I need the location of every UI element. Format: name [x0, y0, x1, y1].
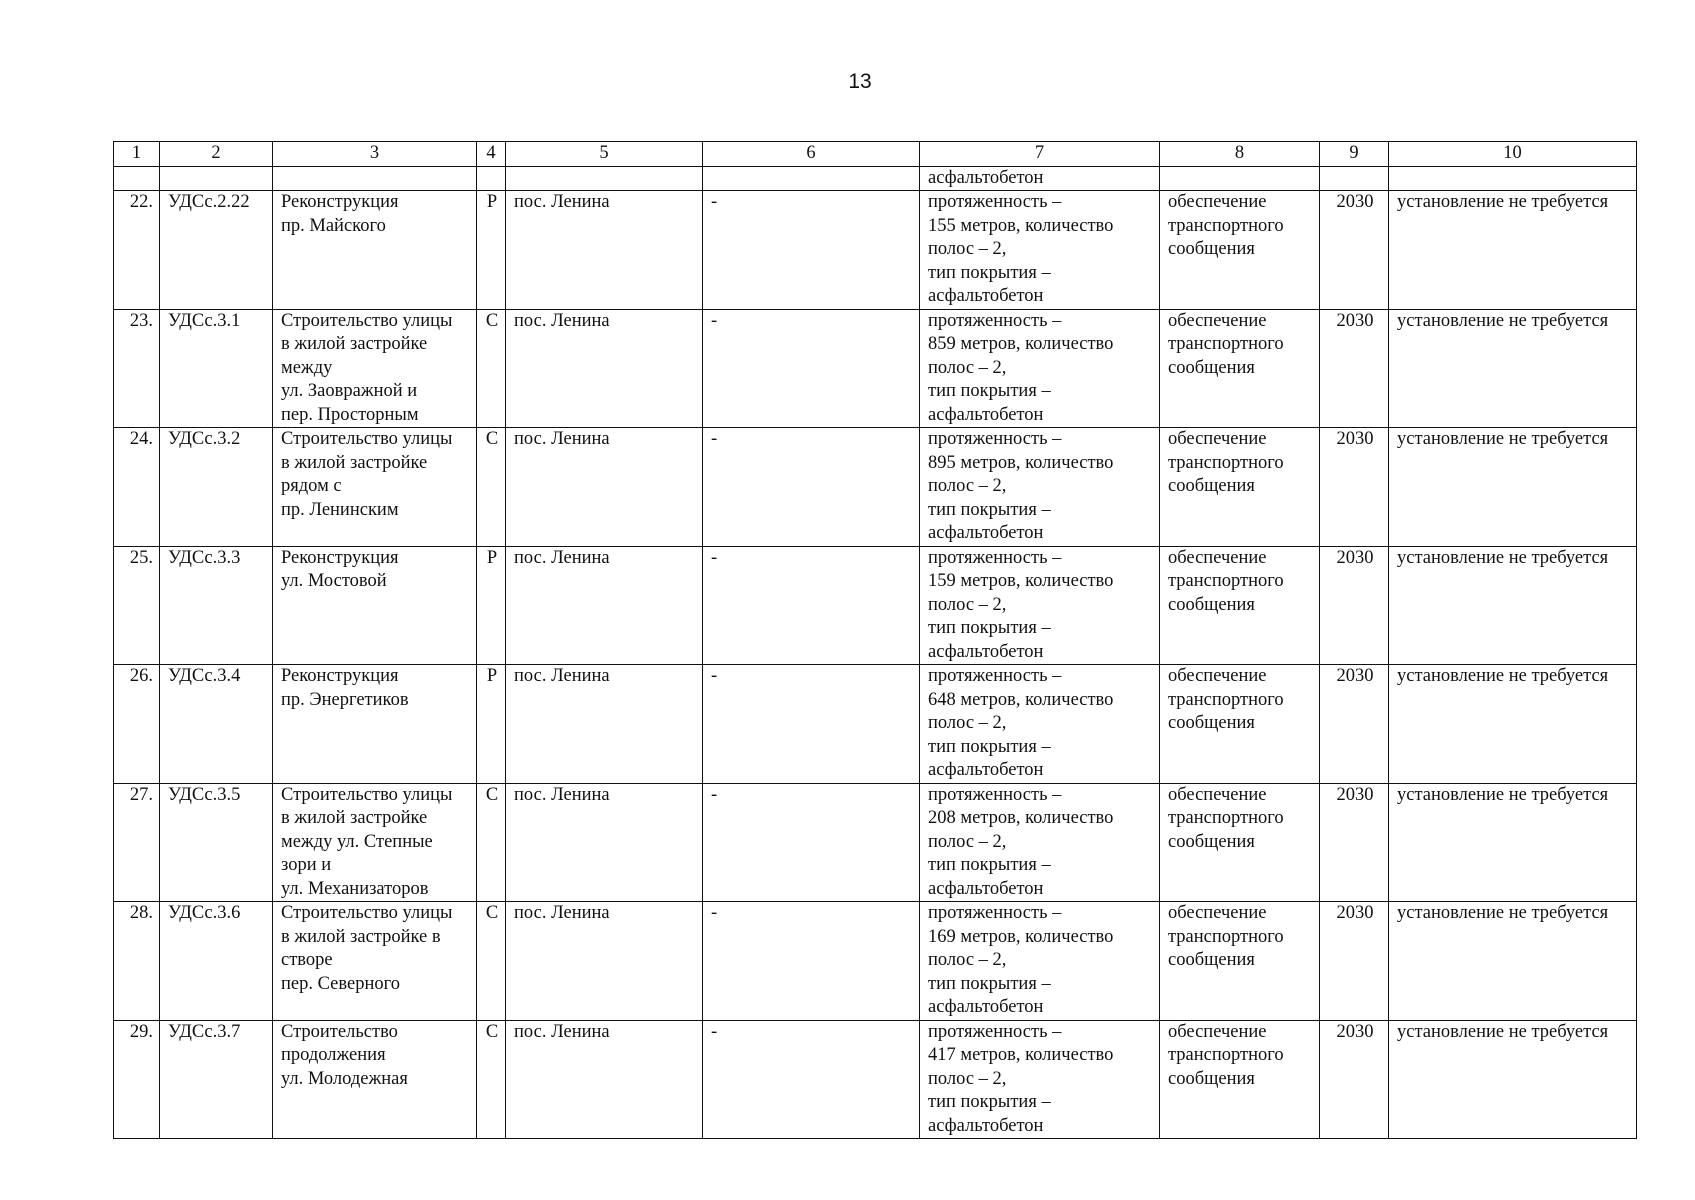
page-number: 13	[848, 70, 872, 93]
cell-location: пос. Ленина	[506, 191, 703, 310]
column-number-row	[114, 142, 1637, 167]
cell-type: Р	[477, 546, 506, 665]
cell-code: УДСс.3.5	[160, 783, 273, 902]
objects-table	[113, 141, 1637, 1139]
cell-col6: -	[703, 1020, 920, 1139]
cell-year: 2030	[1320, 428, 1389, 547]
cell-type: Р	[477, 191, 506, 310]
cell-code: УДСс.3.3	[160, 546, 273, 665]
cell-zone: установление не требуется	[1389, 902, 1637, 1021]
cell-col6: -	[703, 428, 920, 547]
cell-characteristics: асфальтобетон	[920, 166, 1160, 191]
column-header: 5	[506, 142, 703, 167]
column-header: 2	[160, 142, 273, 167]
cell-type: С	[477, 309, 506, 428]
continuation-row	[114, 166, 1637, 191]
cell-object-name: Реконструкция ул. Мостовой	[273, 546, 477, 665]
table-row	[114, 1020, 1637, 1139]
cell-type: С	[477, 1020, 506, 1139]
cell-code: УДСс.3.6	[160, 902, 273, 1021]
table-row	[114, 902, 1637, 1021]
cell-zone: установление не требуется	[1389, 1020, 1637, 1139]
cell-number: 24.	[114, 428, 160, 547]
cell-type: С	[477, 783, 506, 902]
cell-empty	[703, 166, 920, 191]
cell-code: УДСс.3.7	[160, 1020, 273, 1139]
cell-empty	[273, 166, 477, 191]
cell-empty	[114, 166, 160, 191]
cell-location: пос. Ленина	[506, 783, 703, 902]
cell-zone: установление не требуется	[1389, 191, 1637, 310]
cell-number: 29.	[114, 1020, 160, 1139]
cell-empty	[477, 166, 506, 191]
cell-zone: установление не требуется	[1389, 783, 1637, 902]
cell-object-name: Строительство улицы в жилой застройке в створе пер. Северного	[273, 902, 477, 1021]
cell-code: УДСс.3.2	[160, 428, 273, 547]
column-header: 10	[1389, 142, 1637, 167]
table-row	[114, 428, 1637, 547]
cell-purpose: обеспечение транспортного сообщения	[1160, 665, 1320, 784]
cell-empty	[506, 166, 703, 191]
cell-object-name: Реконструкция пр. Майского	[273, 191, 477, 310]
cell-purpose: обеспечение транспортного сообщения	[1160, 783, 1320, 902]
cell-year: 2030	[1320, 546, 1389, 665]
cell-code: УДСс.3.1	[160, 309, 273, 428]
cell-characteristics: протяженность – 155 метров, количество полос – 2, тип покрытия – асфальтобетон	[920, 191, 1160, 310]
cell-zone: установление не требуется	[1389, 309, 1637, 428]
cell-number: 25.	[114, 546, 160, 665]
cell-type: Р	[477, 665, 506, 784]
cell-type: С	[477, 428, 506, 547]
cell-year: 2030	[1320, 1020, 1389, 1139]
cell-location: пос. Ленина	[506, 665, 703, 784]
cell-location: пос. Ленина	[506, 902, 703, 1021]
cell-col6: -	[703, 309, 920, 428]
table-body	[114, 166, 1637, 1139]
cell-number: 22.	[114, 191, 160, 310]
cell-year: 2030	[1320, 902, 1389, 1021]
cell-number: 26.	[114, 665, 160, 784]
cell-characteristics: протяженность – 169 метров, количество полос – 2, тип покрытия – асфальтобетон	[920, 902, 1160, 1021]
table-row	[114, 665, 1637, 784]
column-header: 3	[273, 142, 477, 167]
cell-purpose: обеспечение транспортного сообщения	[1160, 1020, 1320, 1139]
column-header: 7	[920, 142, 1160, 167]
cell-characteristics: протяженность – 648 метров, количество полос – 2, тип покрытия – асфальтобетон	[920, 665, 1160, 784]
cell-characteristics: протяженность – 417 метров, количество полос – 2, тип покрытия – асфальтобетон	[920, 1020, 1160, 1139]
cell-object-name: Реконструкция пр. Энергетиков	[273, 665, 477, 784]
table-row	[114, 783, 1637, 902]
cell-year: 2030	[1320, 309, 1389, 428]
cell-code: УДСс.2.22	[160, 191, 273, 310]
cell-object-name: Строительство улицы в жилой застройке между ул. Заовражной и пер. Просторным	[273, 309, 477, 428]
cell-number: 28.	[114, 902, 160, 1021]
table-row	[114, 546, 1637, 665]
column-header: 1	[114, 142, 160, 167]
cell-year: 2030	[1320, 665, 1389, 784]
table-row	[114, 191, 1637, 310]
cell-characteristics: протяженность – 859 метров, количество полос – 2, тип покрытия – асфальтобетон	[920, 309, 1160, 428]
cell-empty	[1160, 166, 1320, 191]
column-header: 6	[703, 142, 920, 167]
cell-location: пос. Ленина	[506, 309, 703, 428]
cell-type: С	[477, 902, 506, 1021]
cell-number: 23.	[114, 309, 160, 428]
cell-year: 2030	[1320, 783, 1389, 902]
cell-number: 27.	[114, 783, 160, 902]
cell-location: пос. Ленина	[506, 428, 703, 547]
cell-empty	[160, 166, 273, 191]
table-row	[114, 309, 1637, 428]
cell-purpose: обеспечение транспортного сообщения	[1160, 191, 1320, 310]
cell-col6: -	[703, 546, 920, 665]
cell-purpose: обеспечение транспортного сообщения	[1160, 309, 1320, 428]
cell-col6: -	[703, 902, 920, 1021]
cell-col6: -	[703, 783, 920, 902]
column-header: 9	[1320, 142, 1389, 167]
cell-empty	[1320, 166, 1389, 191]
cell-zone: установление не требуется	[1389, 665, 1637, 784]
cell-empty	[1389, 166, 1637, 191]
cell-col6: -	[703, 191, 920, 310]
cell-purpose: обеспечение транспортного сообщения	[1160, 902, 1320, 1021]
cell-object-name: Строительство продолжения ул. Молодежная	[273, 1020, 477, 1139]
cell-purpose: обеспечение транспортного сообщения	[1160, 546, 1320, 665]
cell-code: УДСс.3.4	[160, 665, 273, 784]
cell-year: 2030	[1320, 191, 1389, 310]
cell-location: пос. Ленина	[506, 1020, 703, 1139]
cell-zone: установление не требуется	[1389, 546, 1637, 665]
cell-zone: установление не требуется	[1389, 428, 1637, 547]
cell-characteristics: протяженность – 895 метров, количество полос – 2, тип покрытия – асфальтобетон	[920, 428, 1160, 547]
cell-col6: -	[703, 665, 920, 784]
cell-object-name: Строительство улицы в жилой застройке между ул. Степные зори и ул. Механизаторов	[273, 783, 477, 902]
cell-purpose: обеспечение транспортного сообщения	[1160, 428, 1320, 547]
column-header: 8	[1160, 142, 1320, 167]
cell-characteristics: протяженность – 208 метров, количество полос – 2, тип покрытия – асфальтобетон	[920, 783, 1160, 902]
cell-location: пос. Ленина	[506, 546, 703, 665]
cell-object-name: Строительство улицы в жилой застройке рядом с пр. Ленинским	[273, 428, 477, 547]
cell-characteristics: протяженность – 159 метров, количество полос – 2, тип покрытия – асфальтобетон	[920, 546, 1160, 665]
column-header: 4	[477, 142, 506, 167]
